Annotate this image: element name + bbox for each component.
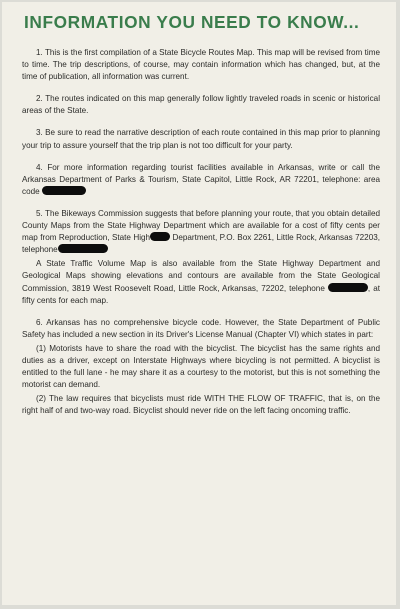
page-title: INFORMATION YOU NEED TO KNOW... bbox=[24, 12, 360, 32]
paragraph-4 bbox=[22, 162, 380, 198]
paragraph-4-text: 4. For more information regarding tourist facilities available in Arkansas, write or call the Arkansas Department of Parks & Tourism, State Capitol, Little Rock, AR 72201, telephone: area code bbox=[22, 162, 380, 196]
paragraph-1: 1. This is the first compilation of a State Bicycle Routes Map. This map will be revised from time to time. The trip descriptions, of course, may contain information which has changed, but, at the time of publication, all information was current. bbox=[22, 48, 380, 82]
paragraph-3: 3. Be sure to read the narrative description of each route contained in this map prior to planning your trip to assure yourself that the trip plan is not too difficult for your party. bbox=[22, 128, 380, 150]
redaction-mark bbox=[150, 232, 170, 241]
paragraph-5-traffic-map bbox=[22, 258, 380, 306]
paragraph-5-text-start: 5. The Bikeways Commission suggests that before planning your route, that you obtain detailed County Maps from the State Highway Department which are available for a cost of fifty cents per map from Reproduction, State High bbox=[22, 208, 380, 243]
paragraph-5-traffic-end: , at fifty cents for each map. bbox=[22, 283, 380, 305]
paragraph-5-text-mid: Department, P.O. Box 2261, Little Rock, Arkansas 72203, telephone bbox=[22, 233, 380, 255]
redaction-mark bbox=[58, 244, 108, 253]
document-page bbox=[2, 2, 396, 605]
redaction-mark bbox=[42, 186, 86, 195]
paragraph-6-item-1: (1) Motorists have to share the road with the bicyclist. The bicyclist has the same rights and duties as a driver, except on Interstate Highways where bicycling is not permitted. A bicyclist is entitled to the full lane - he may share it as a courtesy to the motorist, but this is not something the motorist can demand. bbox=[22, 343, 380, 390]
paragraph-5-traffic-text: A State Traffic Volume Map is also available from the State Highway Department and Geological Maps showing elevations and contours are available from the State Geological Commission, 3819 West Roosevelt Road, Little Rock, Arkansas, 72202, telephone bbox=[22, 259, 380, 293]
paragraph-2: 2. The routes indicated on this map generally follow lightly traveled roads in scenic or historical areas of the State. bbox=[22, 94, 380, 116]
document-body bbox=[22, 47, 380, 417]
paragraph-6: 6. Arkansas has no comprehensive bicycle code. However, the State Department of Public Safety has included a new section in its Driver's License Manual (Chapter VI) which states in part: bbox=[22, 317, 380, 339]
redaction-mark bbox=[328, 283, 368, 292]
paragraph-5 bbox=[22, 208, 380, 256]
paragraph-6-item-2: (2) The law requires that bicyclists must ride WITH THE FLOW OF TRAFFIC, that is, on the right half of and two-way road. Bicyclist should never ride on the left facing oncoming traffic. bbox=[22, 394, 380, 416]
